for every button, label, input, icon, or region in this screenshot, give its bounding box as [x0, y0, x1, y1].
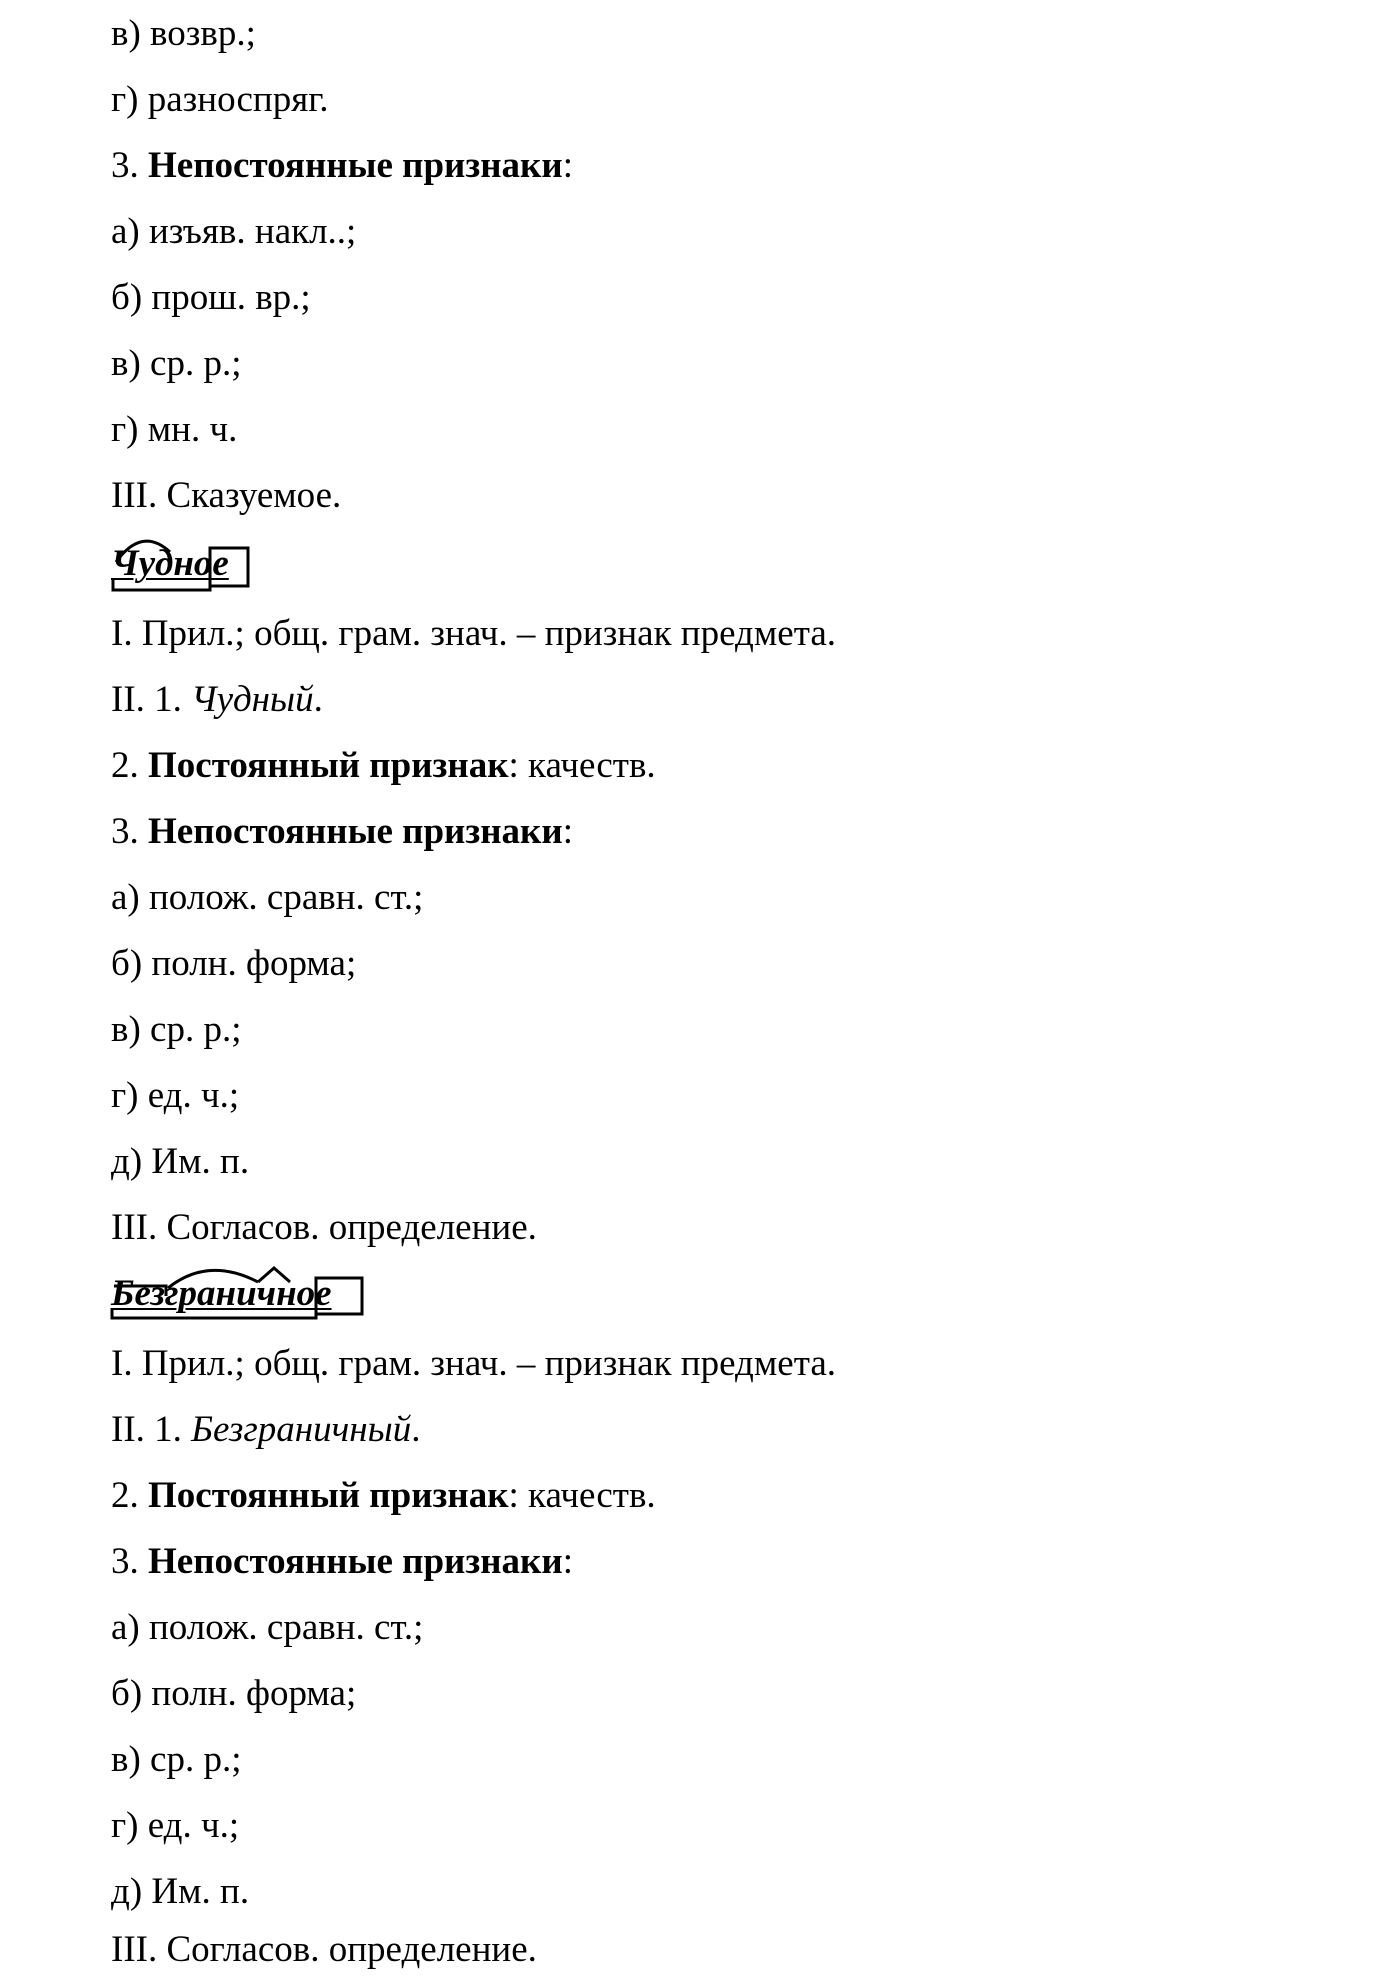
line: I. Прил.; общ. грам. знач. – признак предмета. — [111, 1343, 836, 1384]
line: III. Согласов. определение. — [111, 1929, 537, 1970]
line: II. 1. Безграничный. — [111, 1409, 421, 1450]
word-morpheme-marks — [108, 1248, 368, 1320]
line: II. 1. Чудный. — [111, 679, 323, 720]
line: б) полн. форма; — [111, 1673, 357, 1714]
line: 3. Непостоянные признаки: — [111, 145, 573, 186]
line: в) возвр.; — [111, 13, 256, 54]
line: а) полож. сравн. ст.; — [111, 1607, 424, 1648]
line: г) разноспряг. — [111, 79, 329, 120]
word-morpheme-marks — [108, 520, 258, 590]
line: д) Им. п. — [111, 1871, 250, 1912]
line: а) полож. сравн. ст.; — [111, 877, 424, 918]
line: в) ср. р.; — [111, 1009, 242, 1050]
parsed-word-title: Чудное — [111, 543, 229, 584]
line: 3. Непостоянные признаки: — [111, 1541, 573, 1582]
line: д) Им. п. — [111, 1141, 250, 1182]
line: в) ср. р.; — [111, 1739, 242, 1780]
line: а) изъяв. накл..; — [111, 211, 357, 252]
line: 2. Постоянный признак: качеств. — [111, 1475, 656, 1516]
line: III. Сказуемое. — [111, 475, 342, 516]
line: 3. Непостоянные признаки: — [111, 811, 573, 852]
line: г) ед. ч.; — [111, 1805, 240, 1846]
line: в) ср. р.; — [111, 343, 242, 384]
parsed-word-title: Безграничное — [111, 1273, 332, 1314]
line: г) мн. ч. — [111, 409, 238, 450]
line: г) ед. ч.; — [111, 1075, 240, 1116]
line: 2. Постоянный признак: качеств. — [111, 745, 656, 786]
line: б) прош. вр.; — [111, 277, 311, 318]
line: б) полн. форма; — [111, 943, 357, 984]
line: III. Согласов. определение. — [111, 1207, 537, 1248]
line: I. Прил.; общ. грам. знач. – признак предмета. — [111, 613, 836, 654]
